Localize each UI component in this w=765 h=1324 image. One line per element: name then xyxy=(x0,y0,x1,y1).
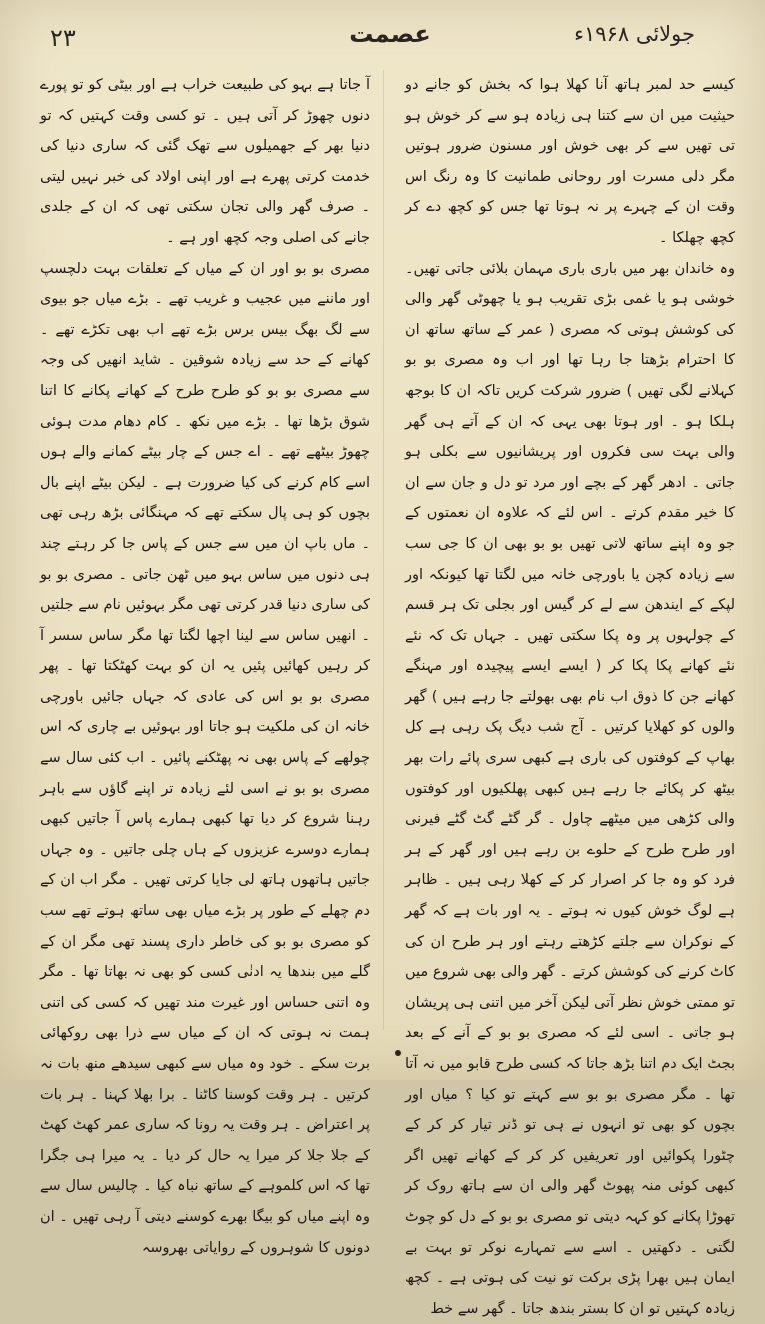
paragraph: وہ خاندان بھر میں باری باری مہمان بلائی جاتی تھیں۔ خوشی ہو یا غمی بڑی تقریب ہو یا چھوٹی گھر والی کی کوشش ہوتی کہ مصری ( عمر کے ساتھ ساتھ ان کا احترام بڑھتا جا رہا تھا اور اب وہ مصری بو بو کہلانے لگی تھیں ) ضرور شرکت کریں تاکہ ان کا بوجھ ہلکا ہو ۔ اور ہوتا بھی یہی کہ ان کے آتے ہی گھر والی بہت سی فکروں اور پریشانیوں سے بکلی ہو جاتی ۔ ادھر گھر کے بچے اور مرد تو دل و جان سے ان کا خیر مقدم کرتے ۔ اس لئے کہ علاوہ ان نعمتوں کے جو وہ اپنے ساتھ لاتی تھیں بو بو بھی ان کا جی سب سے زیادہ کچن یا باورچی خانہ میں لگتا تھا کیونکہ اور لپکے کے ایندھن سے لے کر گیس اور بجلی تک ہر قسم کے چولہوں پر وہ پکا سکتی تھیں ۔ جہاں تک کہ نئے نئے کھانے پکا پکا کر ( ایسے ایسے پیچیدہ اور مہنگے کھانے جن کا ذوق اب نام بھی بھولتے جا رہے ہیں ) گھر والوں کو کھلایا کرتیں ۔ آج شب دیگ پک رہی ہے کل بھاپ کے کوفتوں کی باری ہے کبھی سری پائے رات بھر بیٹھ کر پکائے جا رہے ہیں کبھی پھلکیوں اور کوفتوں والی کڑھی میں میٹھے چاول ۔ گر گٹے گٹ گٹے فیرنی اور طرح طرح کے حلوے بن رہے ہیں اور گھر کے ہر فرد کو وہ جا کر اصرار کر کے کھلا رہی ہیں ۔ ظاہر ہے لوگ خوش کیوں نہ ہوتے ۔ یہ اور بات ہے کہ گھر کے نوکران سے جلتے کڑھتے رہتے اور ہر طرح ان کی کاٹ کرنے کی کوشش کرتے ۔ گھر والی بھی شروع میں تو ممتی خوش نظر آتی لیکن آخر میں اتنی ہی پریشان ہو جاتی ۔ اسی لئے کہ مصری بو بو کے آنے کے بعد بجٹ ایک دم اتنا بڑھ جاتا کہ کسی طرح قابو میں نہ آتا تھا ۔ مگر مصری بو بو سے کہتے تو کیا ؟ میاں اور بچوں کو بھی تو انہوں نے ہی تو ڈنر تیار کر کر کے چٹورا پکوائیں اور تعریفیں کر کر کے کھانے تھیں اگر کبھی کوئی منہ پھوٹ گھر والی ان سے ہاتھ روک کر تھوڑا پکانے کو کہہ دیتی تو مصری بو بو کے دل کو چوٹ لگتی ۔ دکھتیں ۔ اسے سے تمہارے نوکر تو بہت بے ایمان ہیں بھرا پڑی برکت تو نیت کی ہوتی ہے ۔ کچھ زیادہ کہتیں تو ان کا بستر بندھ جاتا ۔ گھر سے خط xyxy=(405,260,735,1317)
column-divider xyxy=(383,70,384,1030)
magazine-title: عصمت xyxy=(349,20,431,48)
paragraph: مصری بو بو اور ان کے میاں کے تعلقات بہت دلچسپ اور ماننے میں عجیب و غریب تھے ۔ بڑے میاں جو بیوی سے لگ بھگ بیس برس بڑے تھے اب بھی تکڑے تھے ۔ کھانے کے حد سے زیادہ شوقین ۔ شاید انھیں کی وجہ سے مصری بو بو کو طرح طرح کے کھانے پکانے کا اتنا شوق بڑھا تھا ۔ بڑے میں نکھ ۔ کام دھام مدت ہوئی چھوڑ بیٹھے تھے ۔ اے جس کے چار بیٹے کمانے والے ہوں اسے کام کرنے کی کیا ضرورت ہے ۔ لیکن بیٹے اپنے بال بچوں کو ہی پال سکتے تھے کہ مہنگائی بڑھ رہی تھی ۔ ماں باپ ان میں سے جس کے پاس جا کر رہتے چند ہی دنوں میں ساس بہو میں ٹھن جاتی ۔ مصری بو بو کی ساری دنیا قدر کرتی تھی مگر بہوئیں نام سے جلتیں ۔ انھیں ساس سے لینا اچھا لگتا تھا مگر ساس سسر آ کر رہیں کھائیں پئیں یہ ان کو بہت کھٹکتا تھا ۔ پھر مصری بو بو اس کی عادی کہ جہاں جائیں باورچی خانہ ان کی ملکیت ہو جاتا اور بہوئیں بے چاری کہ اس چولھے کے پاس بھی نہ پھٹکنے پائیں ۔ اب کئی سال سے مصری بو بو نے اسی لئے زیادہ تر اپنے گاؤں سے باہر رہنا شروع کر دیا تھا کبھی ہمارے پاس آ جاتیں کبھی ہمارے دوسرے عزیزوں کے ہاں چلی جاتیں ۔ وہ جہاں جاتیں ہاتھوں ہاتھ لی جایا کرتی تھیں ۔ مگر اب ان کے دم چھلے کے طور پر بڑے میاں بھی ساتھ ہوتے تھے سب کو مصری بو بو کی خاطر داری پسند تھی مگر ان کے گلے میں بندھا یہ ادنٰی کسی کو بھی نہ بھاتا تھا ۔ مگر وہ اتنی حساس اور غیرت مند تھیں کہ کسی کی اتنی ہمت نہ ہوتی کہ ان کے میاں سے ذرا بھی روکھائی برت سکے ۔ خود وہ میاں سے کبھی سیدھے منھ بات نہ کرتیں ۔ ہر وقت کوسنا کاٹنا ۔ برا بھلا کہنا ۔ ہر بات پر اعتراض ۔ ہر وقت یہ رونا کہ ساری عمر کھٹ کھٹ کے جلا جلا کر میرا یہ حال کر دیا ۔ یہ میرا ہی جگرا تھا کہ اس کلموہے کے ساتھ نباہ کیا ۔ چالیس سال سے وہ اپنے میاں کو بیگا بھرے کوسنے دیتی آ رہی تھیں ۔ ان دونوں کا شوہروں کے روایاتی بھروسہ xyxy=(40,260,370,1256)
left-text-column xyxy=(40,70,370,1256)
issue-date: جولائی ۱۹۶۸ء xyxy=(574,22,695,46)
page-header xyxy=(40,8,725,52)
right-text-column xyxy=(405,70,735,1317)
footer-dot-mark xyxy=(395,1050,401,1056)
paragraph: آ جاتا ہے بہو کی طبیعت خراب ہے اور بیٹی کو تو پورے دنوں چھوڑ کر آتی ہیں ۔ تو کسی وقت کہتیں کہ تو دنیا بھر کے جھمیلوں سے تھک گئی کہ ساری دنیا کی خدمت کرتی پھرے ہے اور اپنی اولاد کی خبر نہیں لیتی ۔ صرف گھر والی تجان سکتی تھی کہ ان کے جلدی جانے کی اصلی وجہ کچھ اور ہے ۔ xyxy=(40,77,370,246)
page-number: ۲۳ xyxy=(50,24,76,52)
paragraph: کیسے حد لمبر ہاتھ آنا کھلا ہوا کہ بخش کو جانے دو حیثیت میں ان سے کتنا ہی زیادہ ہو سے کر خوش ہو تی تھیں سے کر بھی خوش اور مسنون ضرور ہوتیں مگر دلی مسرت اور روحانی طمانیت کا وہ رنگ اس وقت ان کے چہرے پر نہ ہوتا تھا جس کو کچھ دے کر کچھ چھلکا ۔ xyxy=(405,77,735,246)
